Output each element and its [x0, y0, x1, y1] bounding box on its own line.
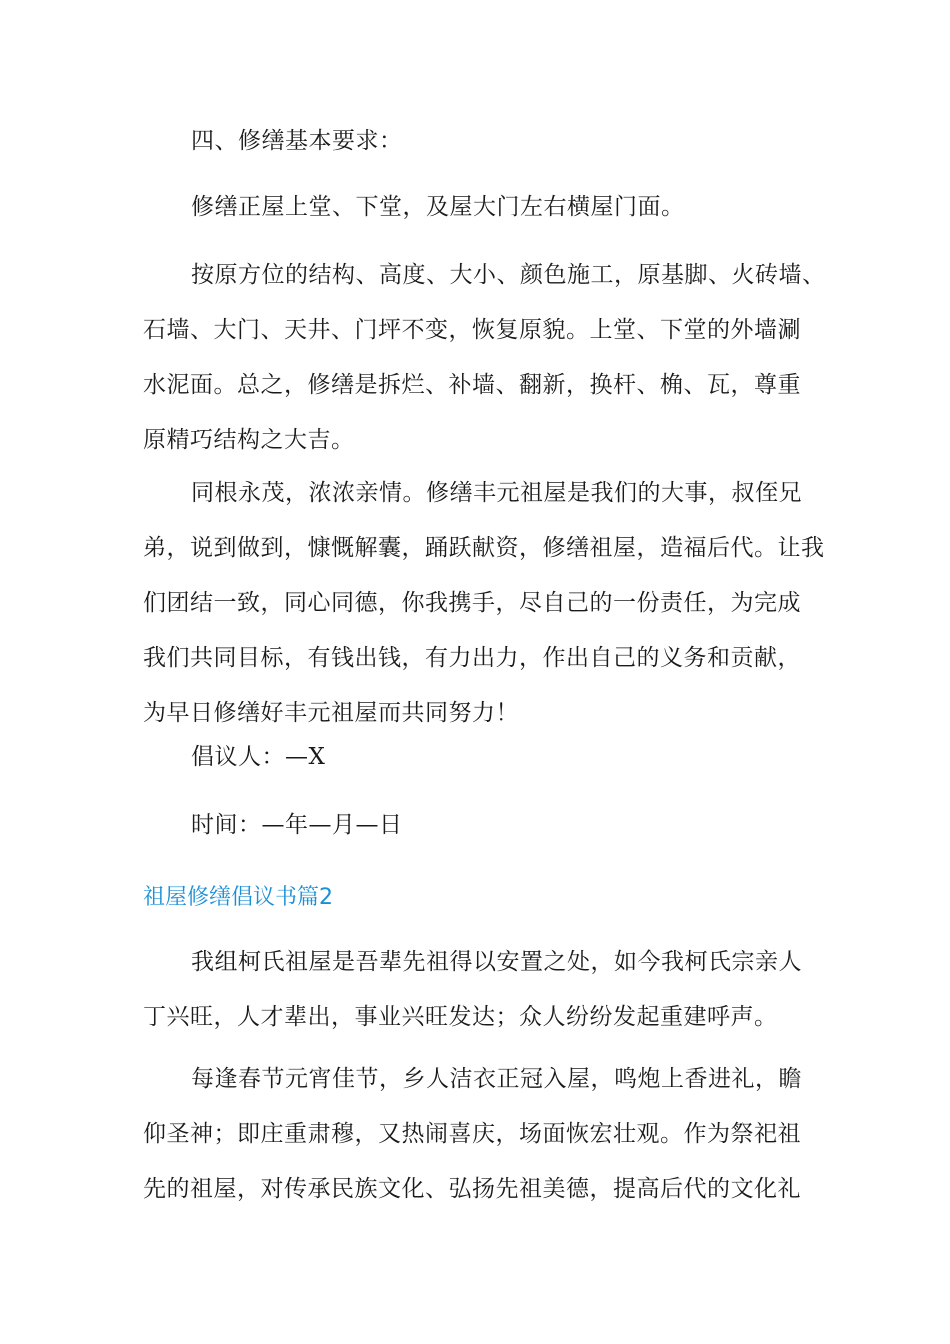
paragraph-repair-scope: 修缮正屋上堂、下堂，及屋大门左右横屋门面。 — [191, 194, 685, 220]
text-line: 先的祖屋，对传承民族文化、弘扬先祖美德，提高后代的文化礼 — [143, 1176, 801, 1202]
text-line: 为早日修缮好丰元祖屋而共同努力！ — [143, 700, 519, 726]
paragraph-festival — [143, 1052, 813, 1217]
text-line: 原精巧结构之大吉。 — [143, 427, 355, 453]
text-line: 弟，说到做到，慷慨解囊，踊跃献资，修缮祖屋，造福后代。让我 — [143, 535, 825, 561]
paragraph-repair-method — [143, 248, 826, 468]
initiator-line: 倡议人：—X — [191, 744, 326, 770]
text-line: 石墙、大门、天井、门坪不变，恢复原貌。上堂、下堂的外墙涮 — [143, 317, 801, 343]
text-line: 们团结一致，同心同德，你我携手，尽自己的一份责任，为完成 — [143, 590, 801, 616]
text-line: 每逢春节元宵佳节，乡人洁衣正冠入屋，鸣炮上香进礼，瞻 — [191, 1066, 802, 1092]
date-line: 时间：—年—月—日 — [191, 812, 403, 838]
text-line: 我组柯氏祖屋是吾辈先祖得以安置之处，如今我柯氏宗亲人 — [191, 949, 802, 975]
text-line: 我们共同目标，有钱出钱，有力出力，作出自己的义务和贡献， — [143, 645, 801, 671]
section-heading[interactable]: 祖屋修缮倡议书篇2 — [143, 885, 333, 910]
paragraph-ancestral-house — [143, 935, 813, 1045]
text-line: 仰圣神；即庄重肃穆，又热闹喜庆，场面恢宏壮观。作为祭祀祖 — [143, 1121, 801, 1147]
section-title: 四、修缮基本要求： — [191, 128, 403, 154]
paragraph-appeal — [143, 466, 825, 741]
text-line: 同根永茂，浓浓亲情。修缮丰元祖屋是我们的大事，叔侄兄 — [191, 480, 802, 506]
text-line: 按原方位的结构、高度、大小、颜色施工，原基脚、火砖墙、 — [191, 262, 826, 288]
text-line: 水泥面。总之，修缮是拆烂、补墙、翻新，换杆、桷、瓦，尊重 — [143, 372, 801, 398]
text-line: 丁兴旺，人才辈出，事业兴旺发达；众人纷纷发起重建呼声。 — [143, 1004, 778, 1030]
